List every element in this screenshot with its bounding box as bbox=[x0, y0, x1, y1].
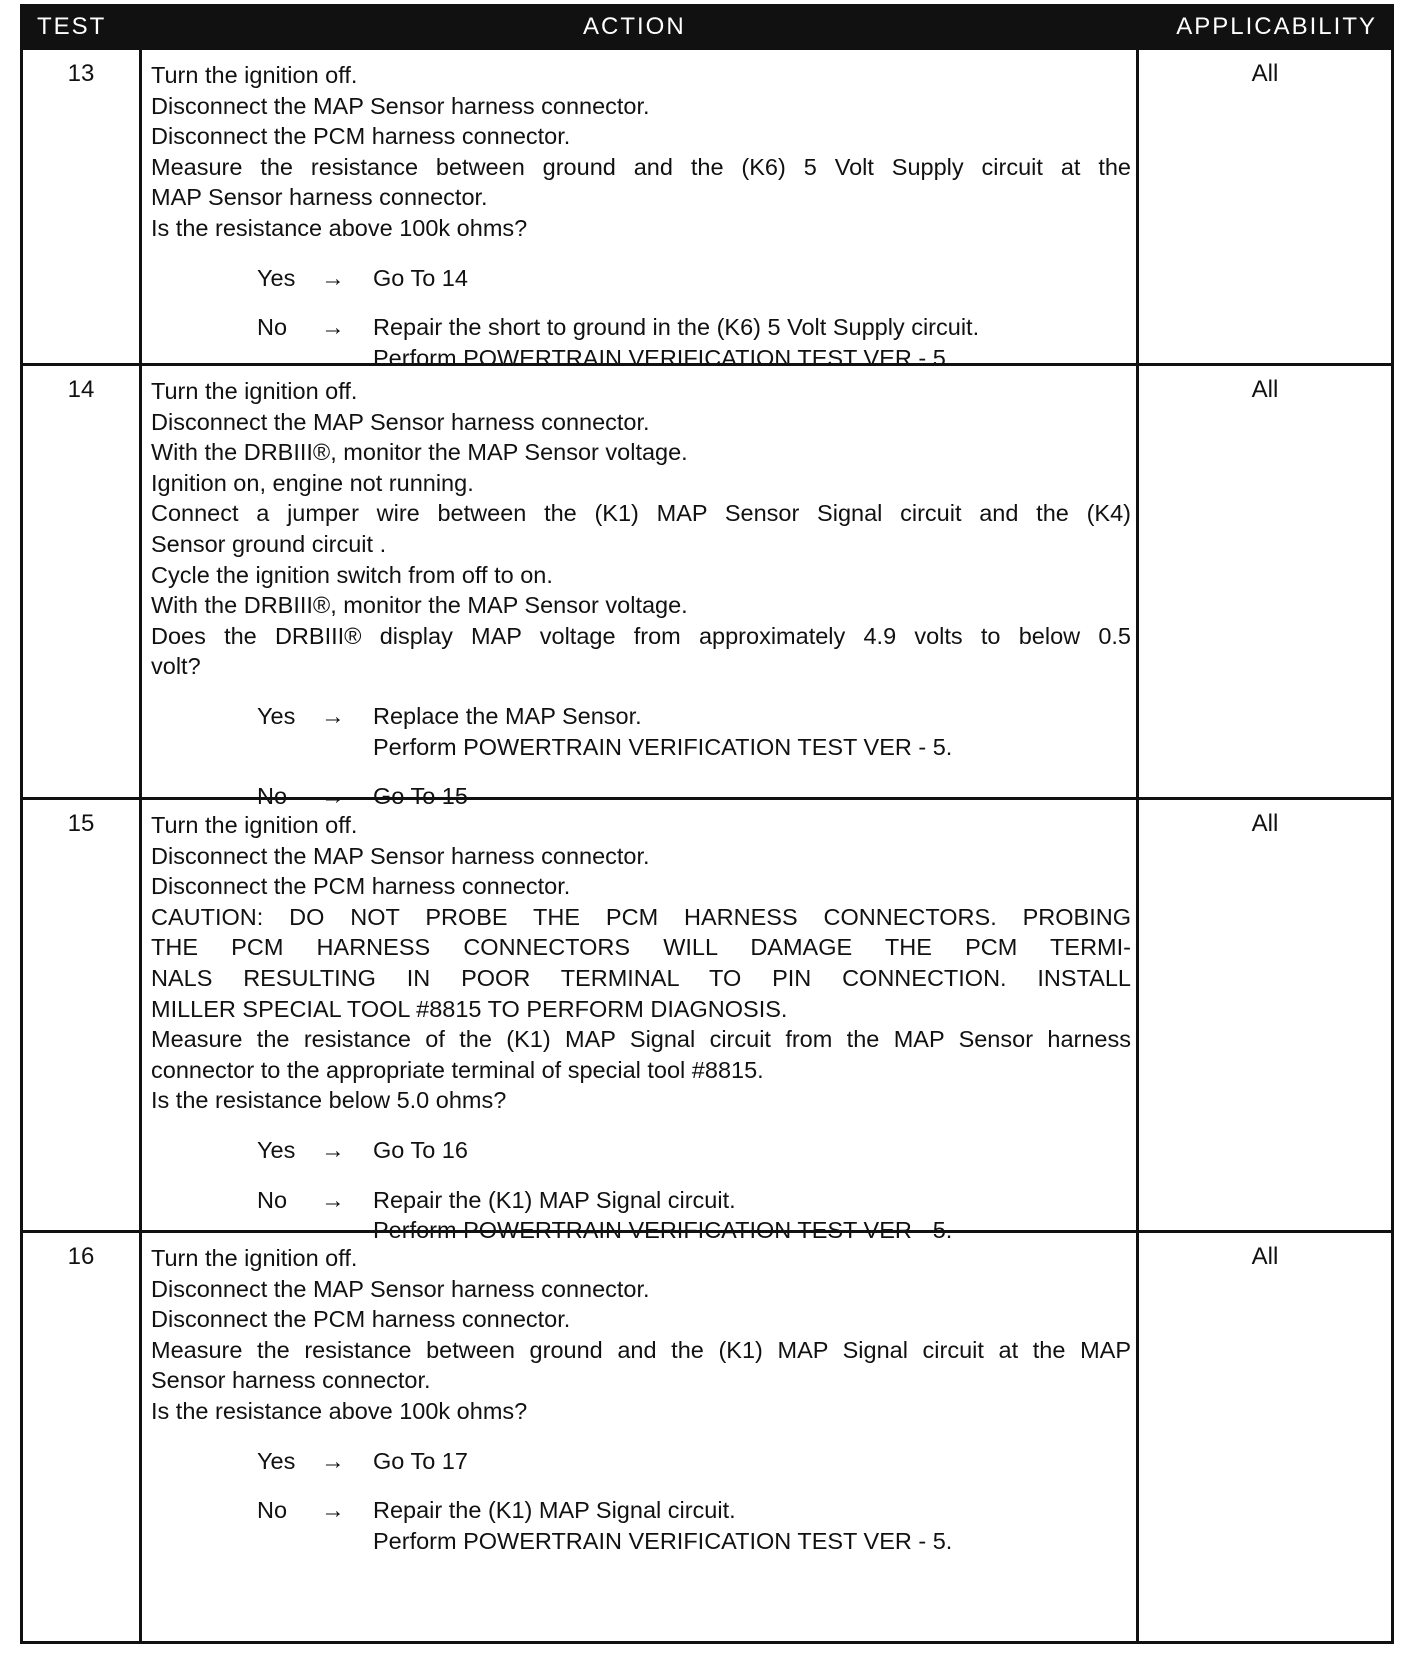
action-cell bbox=[151, 810, 1131, 1246]
no-label: No bbox=[257, 1186, 288, 1213]
action-line: Measure the resistance between ground and the (K6) 5 Volt Supply circuit at the bbox=[151, 153, 1131, 180]
header-applicability: APPLICABILITY bbox=[1176, 13, 1377, 40]
table-row bbox=[23, 47, 1391, 371]
no-result: Repair the (K1) MAP Signal circuit. bbox=[373, 1497, 736, 1524]
arrow-icon: → bbox=[321, 1447, 345, 1474]
action-line: Sensor ground circuit . bbox=[151, 530, 387, 557]
action-line: Is the resistance below 5.0 ohms? bbox=[151, 1087, 507, 1114]
table-header bbox=[23, 7, 1391, 47]
header-test: TEST bbox=[37, 13, 107, 40]
action-line: Turn the ignition off. bbox=[151, 812, 358, 838]
arrow-icon: → bbox=[321, 264, 345, 291]
yes-result: Go To 17 bbox=[373, 1447, 468, 1474]
action-line: Measure the resistance between ground and the (K1) MAP Signal circuit at the MAP bbox=[151, 1336, 1131, 1363]
action-line: With the DRBIII®, monitor the MAP Sensor voltage. bbox=[151, 439, 688, 466]
no-answer bbox=[151, 1185, 1131, 1216]
action-line: With the DRBIII®, monitor the MAP Sensor voltage. bbox=[151, 592, 688, 619]
yes-result: Go To 14 bbox=[373, 264, 468, 291]
test-number: 14 bbox=[67, 376, 95, 403]
action-cell bbox=[151, 376, 1131, 812]
action-cell bbox=[151, 1243, 1131, 1556]
action-line: Is the resistance above 100k ohms? bbox=[151, 214, 528, 241]
header-action: ACTION bbox=[583, 13, 686, 40]
applicability-value: All bbox=[1251, 1243, 1279, 1270]
no-result-2: Perform POWERTRAIN VERIFICATION TEST VER - 5. bbox=[373, 1217, 953, 1244]
action-line: Disconnect the PCM harness connector. bbox=[151, 123, 571, 150]
caution-line: THE PCM HARNESS CONNECTORS WILL DAMAGE THE PCM TERMI- bbox=[151, 934, 1131, 961]
table-row bbox=[23, 797, 1391, 1244]
action-line: Cycle the ignition switch from off to on. bbox=[151, 561, 553, 588]
action-line: Turn the ignition off. bbox=[151, 1245, 358, 1271]
no-label: No bbox=[257, 783, 288, 810]
arrow-icon: → bbox=[321, 783, 345, 810]
yes-label: Yes bbox=[257, 702, 296, 729]
action-line: Disconnect the MAP Sensor harness connector. bbox=[151, 842, 650, 869]
action-line: Turn the ignition off. bbox=[151, 62, 358, 88]
no-result-2: Perform POWERTRAIN VERIFICATION TEST VER - 5. bbox=[373, 344, 953, 371]
test-number: 16 bbox=[67, 1243, 95, 1270]
no-result: Go To 15 bbox=[373, 783, 468, 810]
yes-result-continuation bbox=[151, 732, 1131, 763]
arrow-icon: → bbox=[321, 1136, 345, 1163]
table-row bbox=[23, 363, 1391, 810]
action-line: connector to the appropriate terminal of special tool #8815. bbox=[151, 1056, 764, 1083]
applicability-value: All bbox=[1251, 810, 1279, 837]
action-line: Is the resistance above 100k ohms? bbox=[151, 1397, 528, 1424]
test-number: 13 bbox=[67, 60, 95, 87]
action-line: Ignition on, engine not running. bbox=[151, 469, 474, 496]
arrow-icon: → bbox=[321, 702, 345, 729]
yes-result-2: Perform POWERTRAIN VERIFICATION TEST VER - 5. bbox=[373, 733, 953, 760]
action-line: Disconnect the MAP Sensor harness connector. bbox=[151, 408, 650, 435]
yes-answer bbox=[151, 1135, 1131, 1166]
applicability-value: All bbox=[1251, 376, 1279, 403]
action-line: Disconnect the PCM harness connector. bbox=[151, 1306, 571, 1333]
arrow-icon: → bbox=[321, 1186, 345, 1213]
caution-line: MILLER SPECIAL TOOL #8815 TO PERFORM DIAGNOSIS. bbox=[151, 995, 788, 1022]
no-result-2: Perform POWERTRAIN VERIFICATION TEST VER - 5. bbox=[373, 1527, 953, 1554]
no-result-continuation bbox=[151, 1526, 1131, 1557]
table-row bbox=[23, 1230, 1391, 1644]
caution-line: NALS RESULTING IN POOR TERMINAL TO PIN CONNECTION. INSTALL bbox=[151, 964, 1131, 991]
action-cell bbox=[151, 60, 1131, 373]
no-label: No bbox=[257, 314, 288, 341]
action-line: Turn the ignition off. bbox=[151, 378, 358, 404]
action-line: Disconnect the MAP Sensor harness connector. bbox=[151, 92, 650, 119]
arrow-icon: → bbox=[321, 1497, 345, 1524]
yes-result: Go To 16 bbox=[373, 1136, 468, 1163]
action-line: Sensor harness connector. bbox=[151, 1367, 431, 1394]
yes-answer bbox=[151, 1446, 1131, 1477]
arrow-icon: → bbox=[321, 314, 345, 341]
yes-answer bbox=[151, 701, 1131, 732]
test-number: 15 bbox=[67, 810, 95, 837]
yes-label: Yes bbox=[257, 1447, 296, 1474]
yes-result: Replace the MAP Sensor. bbox=[373, 702, 642, 729]
action-line: Connect a jumper wire between the (K1) MAP Sensor Signal circuit and the (K4) bbox=[151, 500, 1131, 527]
action-line: Disconnect the MAP Sensor harness connector. bbox=[151, 1275, 650, 1302]
no-label: No bbox=[257, 1497, 288, 1524]
action-line: Measure the resistance of the (K1) MAP Signal circuit from the MAP Sensor harness bbox=[151, 1026, 1131, 1053]
yes-label: Yes bbox=[257, 1136, 296, 1163]
applicability-value: All bbox=[1251, 60, 1279, 87]
no-result: Repair the (K1) MAP Signal circuit. bbox=[373, 1186, 736, 1213]
action-line: MAP Sensor harness connector. bbox=[151, 184, 488, 211]
caution-line: CAUTION: DO NOT PROBE THE PCM HARNESS CONNECTORS. PROBING bbox=[151, 903, 1131, 930]
yes-answer bbox=[151, 263, 1131, 294]
no-answer bbox=[151, 1495, 1131, 1526]
diagnostic-test-table bbox=[20, 4, 1394, 1644]
action-line: volt? bbox=[151, 653, 201, 680]
no-answer bbox=[151, 312, 1131, 343]
yes-label: Yes bbox=[257, 264, 296, 291]
action-line: Disconnect the PCM harness connector. bbox=[151, 873, 571, 900]
no-result: Repair the short to ground in the (K6) 5 Volt Supply circuit. bbox=[373, 314, 980, 341]
action-line: Does the DRBIII® display MAP voltage from approximately 4.9 volts to below 0.5 bbox=[151, 622, 1131, 649]
